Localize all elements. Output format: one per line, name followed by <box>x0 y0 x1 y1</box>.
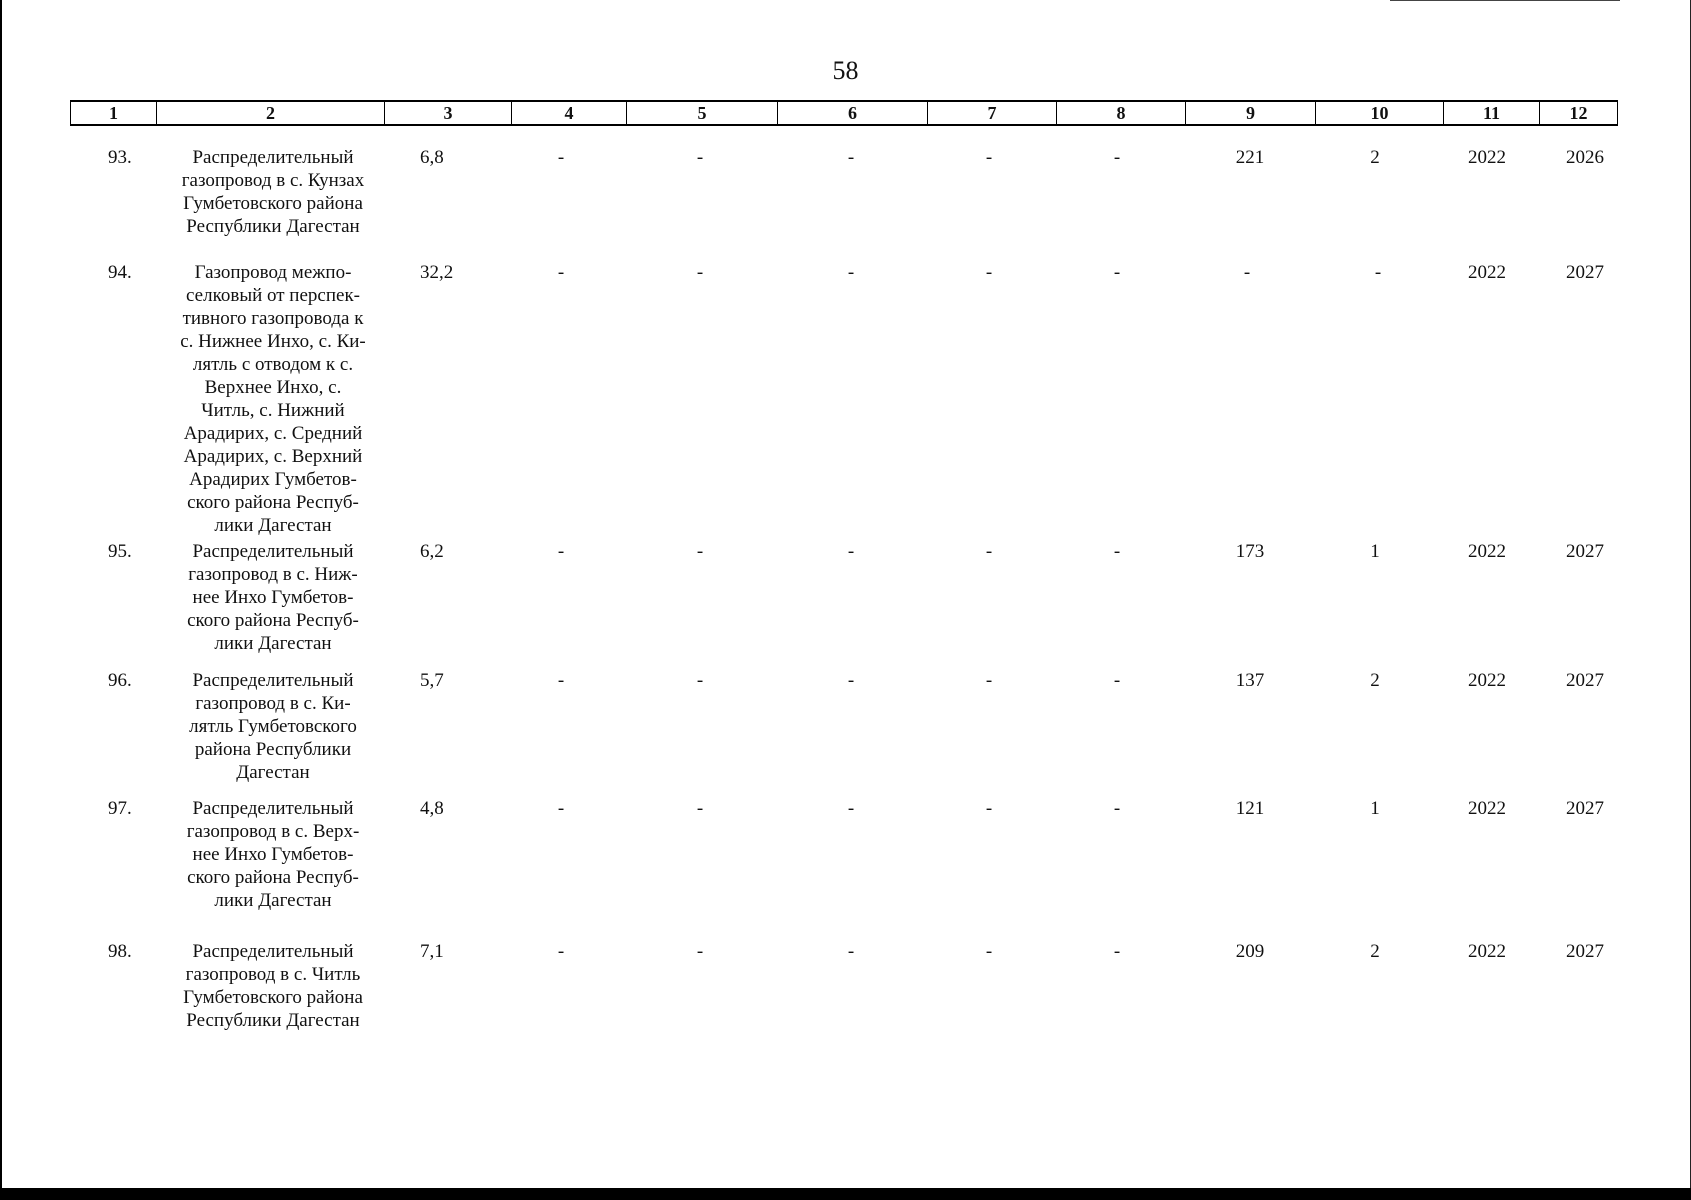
row-number: 98. <box>108 941 132 962</box>
cell-col-9: 137 <box>1235 670 1265 691</box>
cell-col-6: - <box>847 670 855 691</box>
cell-col-10: 1 <box>1370 798 1380 819</box>
cell-col-6: - <box>847 941 855 962</box>
cell-col-8: - <box>1113 670 1121 691</box>
cell-col-12: 2027 <box>1566 262 1604 283</box>
row-number: 93. <box>108 147 132 168</box>
cell-col-4: - <box>557 262 565 283</box>
row-number: 95. <box>108 541 132 562</box>
cell-col-3: 5,7 <box>420 670 444 691</box>
cell-col-6: - <box>847 262 855 283</box>
column-header-8: 8 <box>1057 102 1186 124</box>
page-number: 58 <box>832 56 859 85</box>
cell-col-7: - <box>985 670 993 691</box>
column-header-12: 12 <box>1569 103 1588 123</box>
cell-col-5: - <box>696 670 704 691</box>
column-header-7: 7 <box>928 102 1057 124</box>
table-header-row <box>70 100 1618 126</box>
cell-col-5: - <box>696 262 704 283</box>
cell-col-7: - <box>985 541 993 562</box>
cell-col-3: 4,8 <box>420 798 444 819</box>
column-header-4: 4 <box>512 102 627 124</box>
column-header-6: 6 <box>778 102 928 124</box>
cell-col-11: 2022 <box>1468 262 1506 283</box>
row-number: 96. <box>108 670 132 691</box>
object-name: Распределительный газопровод в с. Читль Гумбетовского района Республики Дагестан <box>183 941 363 1031</box>
object-name: Распределительный газопровод в с. Ниж- нее Инхо Гумбетов- ского района Респуб- лики Дагестан <box>187 541 359 654</box>
cell-col-8: - <box>1113 262 1121 283</box>
cell-col-10: 1 <box>1370 541 1380 562</box>
cell-col-5: - <box>696 941 704 962</box>
column-header-10: 10 <box>1316 102 1444 124</box>
column-header-1: 1 <box>71 102 157 124</box>
cell-col-7: - <box>985 262 993 283</box>
cell-col-7: - <box>985 147 993 168</box>
cell-col-11: 2022 <box>1468 941 1506 962</box>
object-name: Газопровод межпо- селковый от перспек- тивного газопровода к с. Нижнее Инхо, с. Ки- лятль с отводом к с. Верхнее Инхо, с. Читль, с. Нижний Арадирих, с. Средний Арадирих, с. Верхний Арадирих Гумбетов- ского района Респуб- лики Дагестан <box>180 262 366 536</box>
cell-col-6: - <box>847 798 855 819</box>
cell-col-12: 2027 <box>1566 941 1604 962</box>
cell-col-8: - <box>1113 941 1121 962</box>
cell-col-11: 2022 <box>1468 147 1506 168</box>
cell-col-4: - <box>557 941 565 962</box>
row-number: 97. <box>108 798 132 819</box>
cell-col-9: 121 <box>1235 798 1265 819</box>
cell-col-10: 2 <box>1370 670 1380 691</box>
cell-col-12: 2027 <box>1566 798 1604 819</box>
column-header-5: 5 <box>627 102 778 124</box>
cell-col-4: - <box>557 541 565 562</box>
cell-col-12: 2027 <box>1566 670 1604 691</box>
scan-bottom-bar <box>0 1188 1691 1200</box>
top-rule <box>1390 0 1620 1</box>
cell-col-6: - <box>847 147 855 168</box>
cell-col-12: 2026 <box>1566 147 1604 168</box>
cell-col-9: 221 <box>1235 147 1265 168</box>
cell-col-8: - <box>1113 147 1121 168</box>
object-name: Распределительный газопровод в с. Верх- нее Инхо Гумбетов- ского района Респуб- лики Дагестан <box>186 798 360 911</box>
cell-col-4: - <box>557 147 565 168</box>
cell-col-10: 2 <box>1370 147 1380 168</box>
cell-col-3: 7,1 <box>420 941 444 962</box>
cell-col-5: - <box>696 798 704 819</box>
cell-col-9: 173 <box>1235 541 1265 562</box>
cell-col-6: - <box>847 541 855 562</box>
cell-col-5: - <box>696 147 704 168</box>
cell-col-11: 2022 <box>1468 541 1506 562</box>
column-header-2: 2 <box>157 102 385 124</box>
cell-col-12: 2027 <box>1566 541 1604 562</box>
cell-col-4: - <box>557 798 565 819</box>
cell-col-8: - <box>1113 541 1121 562</box>
cell-col-9: 209 <box>1235 941 1265 962</box>
cell-col-10: - <box>1374 262 1382 283</box>
cell-col-4: - <box>557 670 565 691</box>
object-name: Распределительный газопровод в с. Кунзах Гумбетовского района Республики Дагестан <box>181 147 365 237</box>
cell-col-9: - <box>1243 262 1251 283</box>
row-number: 94. <box>108 262 132 283</box>
column-header-9: 9 <box>1186 102 1316 124</box>
cell-col-7: - <box>985 941 993 962</box>
cell-col-10: 2 <box>1370 941 1380 962</box>
cell-col-7: - <box>985 798 993 819</box>
cell-col-5: - <box>696 541 704 562</box>
cell-col-11: 2022 <box>1468 670 1506 691</box>
column-header-3: 3 <box>385 102 512 124</box>
object-name: Распределительный газопровод в с. Ки- лятль Гумбетовского района Республики Дагестан <box>189 670 357 783</box>
cell-col-3: 6,2 <box>420 541 444 562</box>
cell-col-3: 6,8 <box>420 147 444 168</box>
cell-col-11: 2022 <box>1468 798 1506 819</box>
cell-col-8: - <box>1113 798 1121 819</box>
cell-col-3: 32,2 <box>420 262 454 283</box>
scan-left-edge <box>0 0 2 1200</box>
column-header-11: 11 <box>1444 102 1540 124</box>
